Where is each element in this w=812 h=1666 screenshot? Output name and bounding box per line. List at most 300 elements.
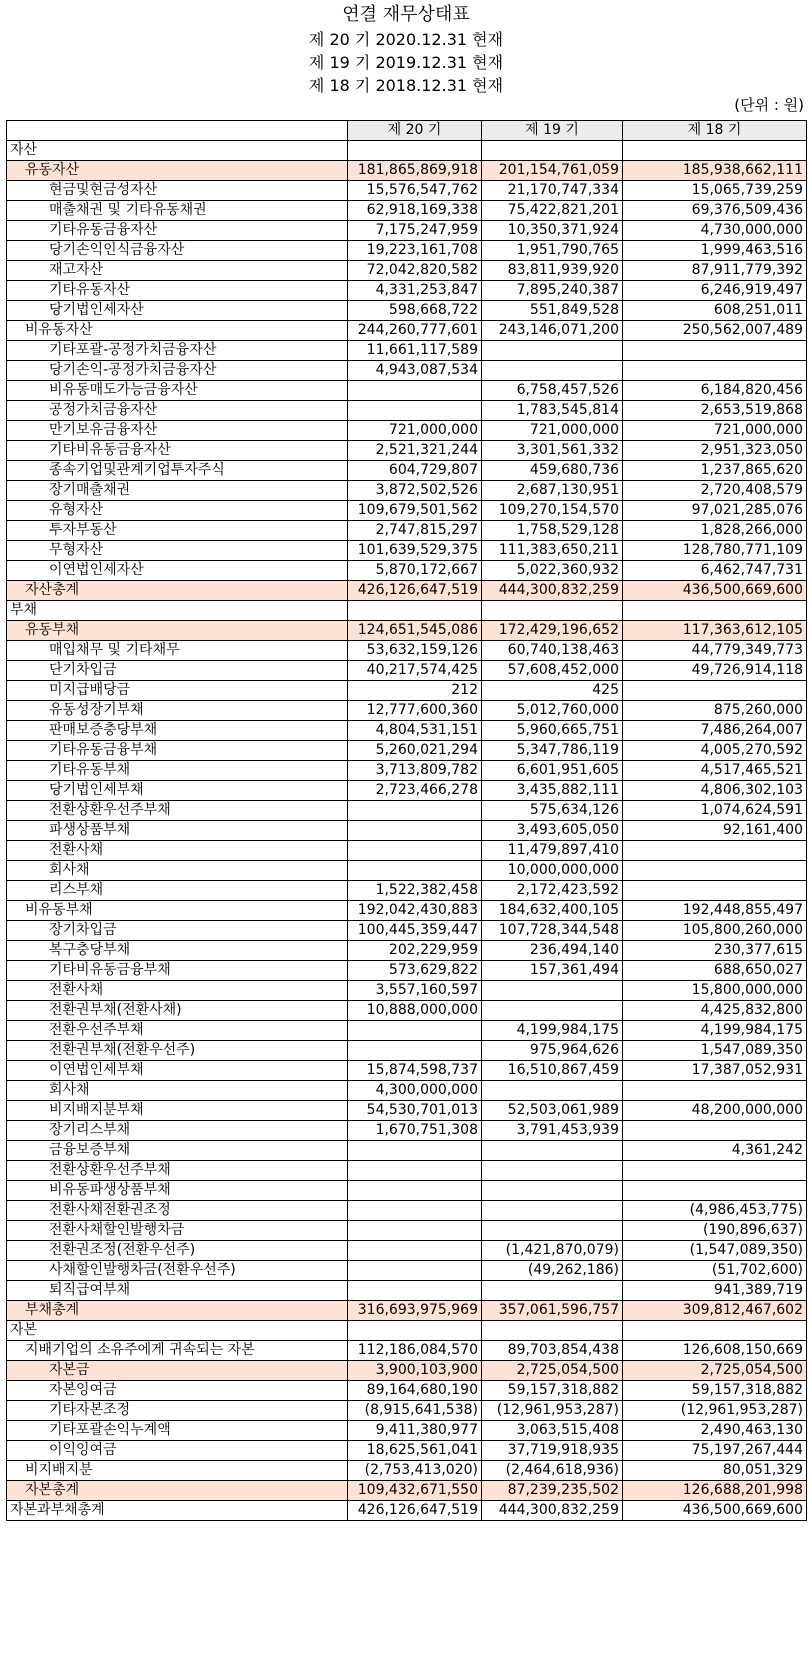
table-row (7, 1041, 807, 1061)
amount-cell: 236,494,140 (482, 941, 623, 961)
amount-cell (482, 1321, 623, 1341)
table-row (7, 1141, 807, 1161)
account-label: 비유동자산 (7, 321, 348, 341)
amount-cell: 721,000,000 (623, 421, 807, 441)
amount-cell (348, 1161, 482, 1181)
amount-cell (623, 1161, 807, 1181)
amount-cell: 49,726,914,118 (623, 661, 807, 681)
table-row (7, 1421, 807, 1441)
amount-cell: 3,063,515,408 (482, 1421, 623, 1441)
table-row (7, 261, 807, 281)
amount-cell: 1,522,382,458 (348, 881, 482, 901)
account-label: 기타유동자산 (7, 281, 348, 301)
amount-cell: 4,005,270,592 (623, 741, 807, 761)
account-label: 기타비유동금융부채 (7, 961, 348, 981)
amount-cell: 3,713,809,782 (348, 761, 482, 781)
amount-cell: 4,804,531,151 (348, 721, 482, 741)
amount-cell: 40,217,574,425 (348, 661, 482, 681)
amount-cell: 2,951,323,050 (623, 441, 807, 461)
amount-cell: 4,300,000,000 (348, 1081, 482, 1101)
amount-cell: 4,331,253,847 (348, 281, 482, 301)
table-row (7, 1401, 807, 1421)
amount-cell: 53,632,159,126 (348, 641, 482, 661)
amount-cell: 181,865,869,918 (348, 161, 482, 181)
amount-cell (623, 881, 807, 901)
account-label: 전환사채할인발행차금 (7, 1221, 348, 1241)
table-row (7, 1321, 807, 1341)
header-period-20: 제 20 기 (348, 121, 482, 141)
amount-cell: 62,918,169,338 (348, 201, 482, 221)
account-label: 유동성장기부채 (7, 701, 348, 721)
account-label: 기타자본조정 (7, 1401, 348, 1421)
account-label: 회사채 (7, 1081, 348, 1101)
amount-cell: 124,651,545,086 (348, 621, 482, 641)
amount-cell (623, 1321, 807, 1341)
account-label: 판매보증충당부채 (7, 721, 348, 741)
account-label: 금융보증부채 (7, 1141, 348, 1161)
account-label: 이연법인세부채 (7, 1061, 348, 1081)
amount-cell: 2,747,815,297 (348, 521, 482, 541)
account-label: 이연법인세자산 (7, 561, 348, 581)
amount-cell: 5,960,665,751 (482, 721, 623, 741)
amount-cell: 2,490,463,130 (623, 1421, 807, 1441)
table-row (7, 341, 807, 361)
amount-cell: 15,874,598,737 (348, 1061, 482, 1081)
amount-cell (348, 1261, 482, 1281)
amount-cell: 109,270,154,570 (482, 501, 623, 521)
account-label: 단기차입금 (7, 661, 348, 681)
table-row (7, 1201, 807, 1221)
amount-cell: 426,126,647,519 (348, 1501, 482, 1521)
amount-cell: 54,530,701,013 (348, 1101, 482, 1121)
amount-cell: 184,632,400,105 (482, 901, 623, 921)
amount-cell (348, 1321, 482, 1341)
amount-cell (348, 1281, 482, 1301)
account-label: 당기법인세부채 (7, 781, 348, 801)
amount-cell: 128,780,771,109 (623, 541, 807, 561)
amount-cell (623, 1121, 807, 1141)
amount-cell: 75,197,267,444 (623, 1441, 807, 1461)
amount-cell: 126,688,201,998 (623, 1481, 807, 1501)
account-label: 전환권부채(전환우선주) (7, 1041, 348, 1061)
amount-cell: 87,239,235,502 (482, 1481, 623, 1501)
table-row (7, 1281, 807, 1301)
table-row (7, 901, 807, 921)
amount-cell: (49,262,186) (482, 1261, 623, 1281)
account-label: 자본잉여금 (7, 1381, 348, 1401)
table-row (7, 321, 807, 341)
table-row (7, 801, 807, 821)
amount-cell: 7,175,247,959 (348, 221, 482, 241)
account-label: 비지배지분 (7, 1461, 348, 1481)
table-row (7, 381, 807, 401)
amount-cell: 608,251,011 (623, 301, 807, 321)
account-label: 매입채무 및 기타채무 (7, 641, 348, 661)
account-label: 기타유동금융부채 (7, 741, 348, 761)
table-row (7, 1161, 807, 1181)
amount-cell: 244,260,777,601 (348, 321, 482, 341)
amount-cell: 185,938,662,111 (623, 161, 807, 181)
amount-cell: 92,161,400 (623, 821, 807, 841)
amount-cell: 57,608,452,000 (482, 661, 623, 681)
table-row (7, 881, 807, 901)
amount-cell: 107,728,344,548 (482, 921, 623, 941)
unit-label: (단위 : 원) (734, 96, 804, 114)
table-row (7, 481, 807, 501)
amount-cell: 212 (348, 681, 482, 701)
amount-cell: 230,377,615 (623, 941, 807, 961)
amount-cell: (12,961,953,287) (623, 1401, 807, 1421)
amount-cell: 2,720,408,579 (623, 481, 807, 501)
amount-cell (348, 1021, 482, 1041)
amount-cell: (1,547,089,350) (623, 1241, 807, 1261)
account-label: 자산 (7, 141, 348, 161)
amount-cell (623, 601, 807, 621)
table-row (7, 521, 807, 541)
account-label: 투자부동산 (7, 521, 348, 541)
table-row (7, 561, 807, 581)
amount-cell: 89,703,854,438 (482, 1341, 623, 1361)
amount-cell: 6,246,919,497 (623, 281, 807, 301)
amount-cell (482, 981, 623, 1001)
amount-cell: 573,629,822 (348, 961, 482, 981)
period-line-18: 제 18 기 2018.12.31 현재 (308, 76, 504, 95)
amount-cell (482, 1201, 623, 1221)
table-row (7, 1101, 807, 1121)
account-label: 부채 (7, 601, 348, 621)
amount-cell: (190,896,637) (623, 1221, 807, 1241)
amount-cell: 2,687,130,951 (482, 481, 623, 501)
amount-cell: 3,493,605,050 (482, 821, 623, 841)
table-row (7, 1461, 807, 1481)
account-label: 비유동파생상품부채 (7, 1181, 348, 1201)
amount-cell (348, 1041, 482, 1061)
amount-cell (348, 1201, 482, 1221)
account-label: 당기손익-공정가치금융자산 (7, 361, 348, 381)
account-label: 기타포괄-공정가치금융자산 (7, 341, 348, 361)
table-row (7, 501, 807, 521)
table-row (7, 1221, 807, 1241)
table-row (7, 661, 807, 681)
amount-cell: 80,051,329 (623, 1461, 807, 1481)
amount-cell: 192,042,430,883 (348, 901, 482, 921)
table-row (7, 1001, 807, 1021)
account-label: 자본총계 (7, 1481, 348, 1501)
table-row (7, 1181, 807, 1201)
amount-cell: 112,186,084,570 (348, 1341, 482, 1361)
balance-sheet-table (6, 120, 807, 1521)
account-label: 당기법인세자산 (7, 301, 348, 321)
amount-cell (482, 1181, 623, 1201)
amount-cell: 1,828,266,000 (623, 521, 807, 541)
amount-cell: 436,500,669,600 (623, 1501, 807, 1521)
amount-cell: (51,702,600) (623, 1261, 807, 1281)
account-label: 미지급배당금 (7, 681, 348, 701)
amount-cell: 157,361,494 (482, 961, 623, 981)
amount-cell: 9,411,380,977 (348, 1421, 482, 1441)
amount-cell: 721,000,000 (482, 421, 623, 441)
account-label: 퇴직급여부채 (7, 1281, 348, 1301)
amount-cell (348, 1221, 482, 1241)
amount-cell: 37,719,918,935 (482, 1441, 623, 1461)
report-header (0, 2, 812, 97)
amount-cell: 19,223,161,708 (348, 241, 482, 261)
period-line-19: 제 19 기 2019.12.31 현재 (308, 53, 504, 72)
amount-cell: 316,693,975,969 (348, 1301, 482, 1321)
account-label: 유동부채 (7, 621, 348, 641)
amount-cell: 2,725,054,500 (623, 1361, 807, 1381)
account-label: 비유동매도가능금융자산 (7, 381, 348, 401)
amount-cell: 172,429,196,652 (482, 621, 623, 641)
account-label: 복구충당부채 (7, 941, 348, 961)
amount-cell: 5,022,360,932 (482, 561, 623, 581)
amount-cell: 117,363,612,105 (623, 621, 807, 641)
amount-cell: 3,872,502,526 (348, 481, 482, 501)
amount-cell: 2,723,466,278 (348, 781, 482, 801)
table-row (7, 1441, 807, 1461)
account-label: 사채할인발행차금(전환우선주) (7, 1261, 348, 1281)
amount-cell: 15,800,000,000 (623, 981, 807, 1001)
amount-cell: 48,200,000,000 (623, 1101, 807, 1121)
amount-cell: 6,462,747,731 (623, 561, 807, 581)
amount-cell: 89,164,680,190 (348, 1381, 482, 1401)
table-row (7, 681, 807, 701)
amount-cell: 309,812,467,602 (623, 1301, 807, 1321)
account-label: 자본금 (7, 1361, 348, 1381)
table-row (7, 1061, 807, 1081)
table-row (7, 401, 807, 421)
amount-cell (482, 601, 623, 621)
table-row (7, 441, 807, 461)
amount-cell (348, 1241, 482, 1261)
amount-cell: 2,521,321,244 (348, 441, 482, 461)
table-row (7, 181, 807, 201)
table-row (7, 161, 807, 181)
amount-cell: 604,729,807 (348, 461, 482, 481)
amount-cell: 4,806,302,103 (623, 781, 807, 801)
amount-cell (482, 1141, 623, 1161)
table-row (7, 941, 807, 961)
amount-cell: 10,350,371,924 (482, 221, 623, 241)
amount-cell: 11,479,897,410 (482, 841, 623, 861)
period-line-20: 제 20 기 2020.12.31 현재 (308, 30, 504, 49)
amount-cell (623, 1081, 807, 1101)
amount-cell: 598,668,722 (348, 301, 482, 321)
amount-cell (623, 681, 807, 701)
amount-cell: 721,000,000 (348, 421, 482, 441)
amount-cell: 5,260,021,294 (348, 741, 482, 761)
table-row (7, 241, 807, 261)
amount-cell (482, 1081, 623, 1101)
amount-cell (348, 381, 482, 401)
account-label: 자산총계 (7, 581, 348, 601)
account-label: 현금및현금성자산 (7, 181, 348, 201)
account-label: 전환우선주부채 (7, 1021, 348, 1041)
amount-cell: 60,740,138,463 (482, 641, 623, 661)
amount-cell: 1,074,624,591 (623, 801, 807, 821)
amount-cell (348, 861, 482, 881)
amount-cell: 2,725,054,500 (482, 1361, 623, 1381)
amount-cell: 7,486,264,007 (623, 721, 807, 741)
amount-cell: 101,639,529,375 (348, 541, 482, 561)
amount-cell (482, 1281, 623, 1301)
amount-cell: 4,517,465,521 (623, 761, 807, 781)
amount-cell: 1,758,529,128 (482, 521, 623, 541)
account-label: 장기리스부채 (7, 1121, 348, 1141)
amount-cell: 100,445,359,447 (348, 921, 482, 941)
report-title: 연결 재무상태표 (342, 4, 470, 25)
table-row (7, 541, 807, 561)
table-row (7, 301, 807, 321)
amount-cell (623, 341, 807, 361)
table-row (7, 581, 807, 601)
account-label: 유형자산 (7, 501, 348, 521)
amount-cell (348, 841, 482, 861)
amount-cell: 5,870,172,667 (348, 561, 482, 581)
amount-cell: 83,811,939,920 (482, 261, 623, 281)
amount-cell: 5,012,760,000 (482, 701, 623, 721)
amount-cell: 4,361,242 (623, 1141, 807, 1161)
table-row (7, 281, 807, 301)
account-label: 전환상환우선주부채 (7, 801, 348, 821)
account-label: 만기보유금융자산 (7, 421, 348, 441)
amount-cell: 6,184,820,456 (623, 381, 807, 401)
amount-cell (482, 1161, 623, 1181)
table-row (7, 981, 807, 1001)
amount-cell: 4,943,087,534 (348, 361, 482, 381)
amount-cell: 243,146,071,200 (482, 321, 623, 341)
table-row (7, 421, 807, 441)
table-row (7, 1121, 807, 1141)
amount-cell: 1,999,463,516 (623, 241, 807, 261)
amount-cell: 44,779,349,773 (623, 641, 807, 661)
amount-cell: 87,911,779,392 (623, 261, 807, 281)
table-row (7, 1501, 807, 1521)
account-label: 이익잉여금 (7, 1441, 348, 1461)
amount-cell: 250,562,007,489 (623, 321, 807, 341)
table-row (7, 1381, 807, 1401)
amount-cell: 357,061,596,757 (482, 1301, 623, 1321)
amount-cell: 1,783,545,814 (482, 401, 623, 421)
amount-cell: 72,042,820,582 (348, 261, 482, 281)
table-row (7, 841, 807, 861)
account-label: 비지배지분부채 (7, 1101, 348, 1121)
table-row (7, 961, 807, 981)
account-label: 장기차입금 (7, 921, 348, 941)
amount-cell: 109,679,501,562 (348, 501, 482, 521)
account-label: 전환권조정(전환우선주) (7, 1241, 348, 1261)
amount-cell: 1,951,790,765 (482, 241, 623, 261)
amount-cell: 1,237,865,620 (623, 461, 807, 481)
amount-cell: 69,376,509,436 (623, 201, 807, 221)
table-row (7, 721, 807, 741)
account-label: 전환상환우선주부채 (7, 1161, 348, 1181)
amount-cell: 3,557,160,597 (348, 981, 482, 1001)
amount-cell: 875,260,000 (623, 701, 807, 721)
amount-cell: (8,915,641,538) (348, 1401, 482, 1421)
amount-cell: 59,157,318,882 (482, 1381, 623, 1401)
amount-cell: (2,464,618,936) (482, 1461, 623, 1481)
amount-cell: 126,608,150,669 (623, 1341, 807, 1361)
amount-cell: 75,422,821,201 (482, 201, 623, 221)
amount-cell: 5,347,786,119 (482, 741, 623, 761)
account-label: 매출채권 및 기타유동채권 (7, 201, 348, 221)
amount-cell: 459,680,736 (482, 461, 623, 481)
table-row (7, 461, 807, 481)
amount-cell (482, 1001, 623, 1021)
table-row (7, 741, 807, 761)
amount-cell (482, 341, 623, 361)
amount-cell: 6,758,457,526 (482, 381, 623, 401)
amount-cell: 1,547,089,350 (623, 1041, 807, 1061)
account-label: 전환사채 (7, 981, 348, 1001)
amount-cell: 59,157,318,882 (623, 1381, 807, 1401)
amount-cell: 7,895,240,387 (482, 281, 623, 301)
table-row (7, 141, 807, 161)
amount-cell (623, 361, 807, 381)
account-label: 자본과부채총계 (7, 1501, 348, 1521)
amount-cell: 444,300,832,259 (482, 1501, 623, 1521)
amount-cell (482, 1221, 623, 1241)
table-row (7, 701, 807, 721)
amount-cell: 426,126,647,519 (348, 581, 482, 601)
table-row (7, 641, 807, 661)
amount-cell (482, 361, 623, 381)
amount-cell: 575,634,126 (482, 801, 623, 821)
amount-cell: 3,301,561,332 (482, 441, 623, 461)
amount-cell: 1,670,751,308 (348, 1121, 482, 1141)
amount-cell: 192,448,855,497 (623, 901, 807, 921)
amount-cell: 18,625,561,041 (348, 1441, 482, 1461)
header-row (7, 121, 807, 141)
table-row (7, 1241, 807, 1261)
amount-cell (348, 1141, 482, 1161)
amount-cell: 52,503,061,989 (482, 1101, 623, 1121)
amount-cell: 688,650,027 (623, 961, 807, 981)
account-label: 종속기업및관계기업투자주식 (7, 461, 348, 481)
table-row (7, 1481, 807, 1501)
table-row (7, 1081, 807, 1101)
amount-cell: 425 (482, 681, 623, 701)
amount-cell (348, 601, 482, 621)
amount-cell: 11,661,117,589 (348, 341, 482, 361)
amount-cell (348, 401, 482, 421)
table-row (7, 1341, 807, 1361)
table-row (7, 621, 807, 641)
account-label: 전환사채 (7, 841, 348, 861)
account-label: 리스부채 (7, 881, 348, 901)
table-row (7, 761, 807, 781)
amount-cell: 201,154,761,059 (482, 161, 623, 181)
amount-cell: 21,170,747,334 (482, 181, 623, 201)
amount-cell: 111,383,650,211 (482, 541, 623, 561)
account-label: 기타유동부채 (7, 761, 348, 781)
header-account (7, 121, 348, 141)
account-label: 재고자산 (7, 261, 348, 281)
amount-cell: 97,021,285,076 (623, 501, 807, 521)
amount-cell: (4,986,453,775) (623, 1201, 807, 1221)
amount-cell (348, 801, 482, 821)
amount-cell (348, 1181, 482, 1201)
table-row (7, 601, 807, 621)
amount-cell: 2,172,423,592 (482, 881, 623, 901)
account-label: 기타비유동금융자산 (7, 441, 348, 461)
amount-cell: 2,653,519,868 (623, 401, 807, 421)
amount-cell: 551,849,528 (482, 301, 623, 321)
amount-cell: 15,576,547,762 (348, 181, 482, 201)
amount-cell: 975,964,626 (482, 1041, 623, 1061)
account-label: 부채총계 (7, 1301, 348, 1321)
